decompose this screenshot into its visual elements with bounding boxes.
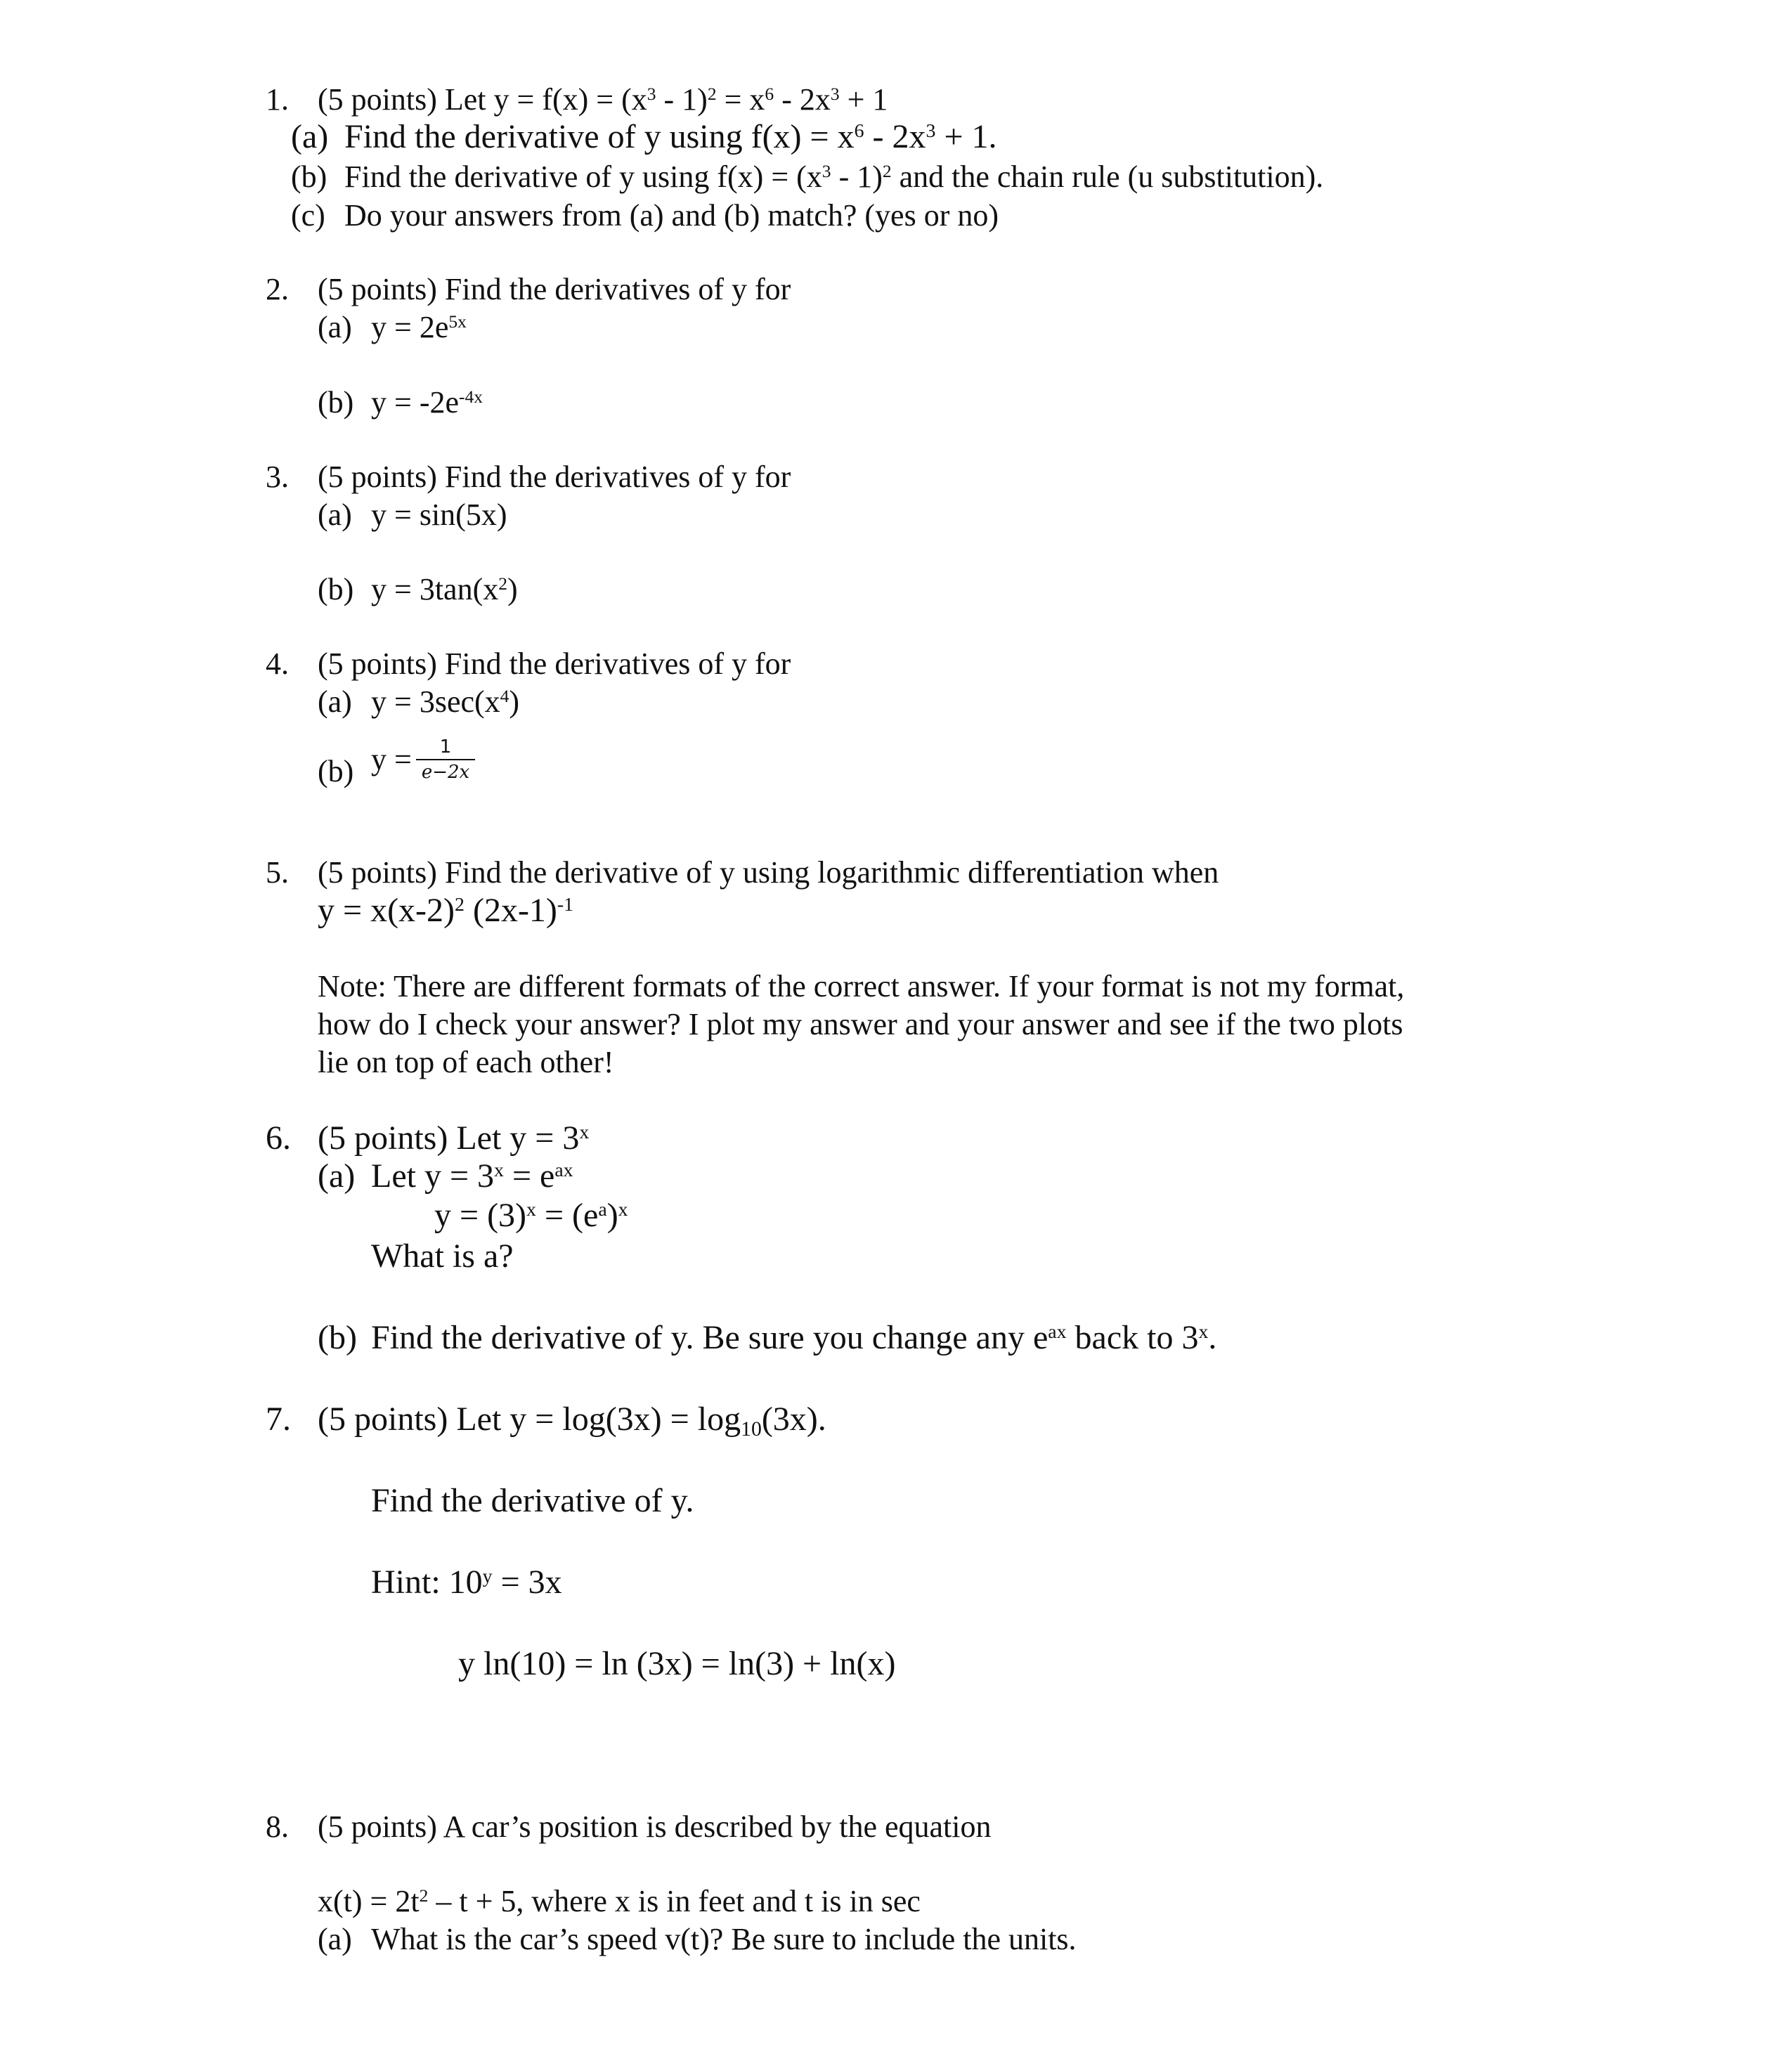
question-number: 7. [266, 1400, 291, 1438]
question-text: (5 points) Let $y = 3^x$ [318, 1119, 590, 1157]
q6-part-a-work: $y = (3)^x = (e^a)^x$ [434, 1197, 628, 1234]
q4-line [266, 646, 791, 681]
q8-line [266, 1809, 992, 1844]
question-text: (5 points) Find the derivative of y using logarithmic differentiation when [318, 855, 1219, 890]
q7-equation: y ln(10) = ln (3x) = ln(3) + ln(x) [458, 1645, 896, 1682]
q3-part-a: (a) y = sin(5x) [318, 498, 507, 532]
question-text: (5 points) Find the derivatives of y for [318, 646, 791, 681]
q4-part-b: (b) y = $\frac{1}{e-2x}$ [318, 756, 353, 787]
question-number: 3. [266, 460, 289, 494]
question-number: 6. [266, 1119, 291, 1157]
q2-part-b: (b) $y = -2e^{-4x}$ [318, 385, 483, 420]
q5-line [266, 855, 1219, 890]
question-text: (5 points) Find the derivatives of y for [318, 272, 791, 306]
q7-line [266, 1400, 826, 1441]
q7-find: Find the derivative of y. [371, 1482, 694, 1519]
q3-part-b: (b) $y = 3\tan(x^2)$ [318, 572, 518, 606]
q3-line [266, 460, 791, 494]
question-text: (5 points) A car’s position is described by the equation [318, 1809, 992, 1844]
q6-part-b: (b) Find the derivative of y. Be sure you change any $e^{ax}$ back to 3$^x$. [318, 1319, 1217, 1356]
q8-part-a: (a) What is the car’s speed v(t)? Be sure to include the units. [318, 1922, 1077, 1956]
q7-hint: Hint: $10^y = 3x$ [371, 1564, 562, 1601]
q5-note-line-2: how do I check your answer? I plot my answer and your answer and see if the two plots [318, 1007, 1403, 1041]
q1-part-c: (c) Do your answers from (a) and (b) match? (yes or no) [291, 198, 999, 233]
fraction: $\frac{1}{e-2x}$ [416, 738, 475, 781]
question-text: (5 points) Let $y = \log(3x) = \log_{10}(3x)$. [318, 1400, 826, 1441]
q5-equation: $y = x(x-2)^2$ $(2x-1)^{-1}$ [318, 892, 574, 929]
q6-part-a: (a) Let $y = 3^x = e^{ax}$ [318, 1157, 573, 1195]
q6-line [266, 1119, 590, 1157]
q6-part-a-question: What is a? [371, 1237, 514, 1275]
question-number: 1. [266, 82, 289, 117]
question-number: 5. [266, 855, 289, 890]
q1-part-a: (a) Find the derivative of y using $f(x) = x^6 - 2x^3 + 1$. [291, 118, 997, 155]
q5-note-line-1: Note: There are different formats of the correct answer. If your format is not my format, [318, 969, 1405, 1003]
question-number: 4. [266, 646, 289, 681]
q2-part-a: (a) $y = 2e^{5x}$ [318, 310, 467, 344]
q2-line [266, 272, 791, 306]
question-number: 2. [266, 272, 289, 306]
question-text: (5 points) Let $y = f(x) = (x^3 - 1)^2 = x^6 - 2x^3 + 1$ [318, 82, 888, 117]
q8-equation: $x(t) = 2t^2 - t + 5$, where x is in feet and t is in sec [318, 1884, 921, 1918]
q5-note-line-3: lie on top of each other! [318, 1045, 614, 1079]
q4-part-a: (a) $y = 3\sec(x^4)$ [318, 684, 520, 719]
question-number: 8. [266, 1809, 289, 1844]
q1-part-b: (b) Find the derivative of y using $f(x) = (x^3 - 1)^2$ and the chain rule (u substitution). [291, 160, 1324, 194]
question-text: (5 points) Find the derivatives of y for [318, 460, 791, 494]
q1-line [266, 82, 888, 117]
